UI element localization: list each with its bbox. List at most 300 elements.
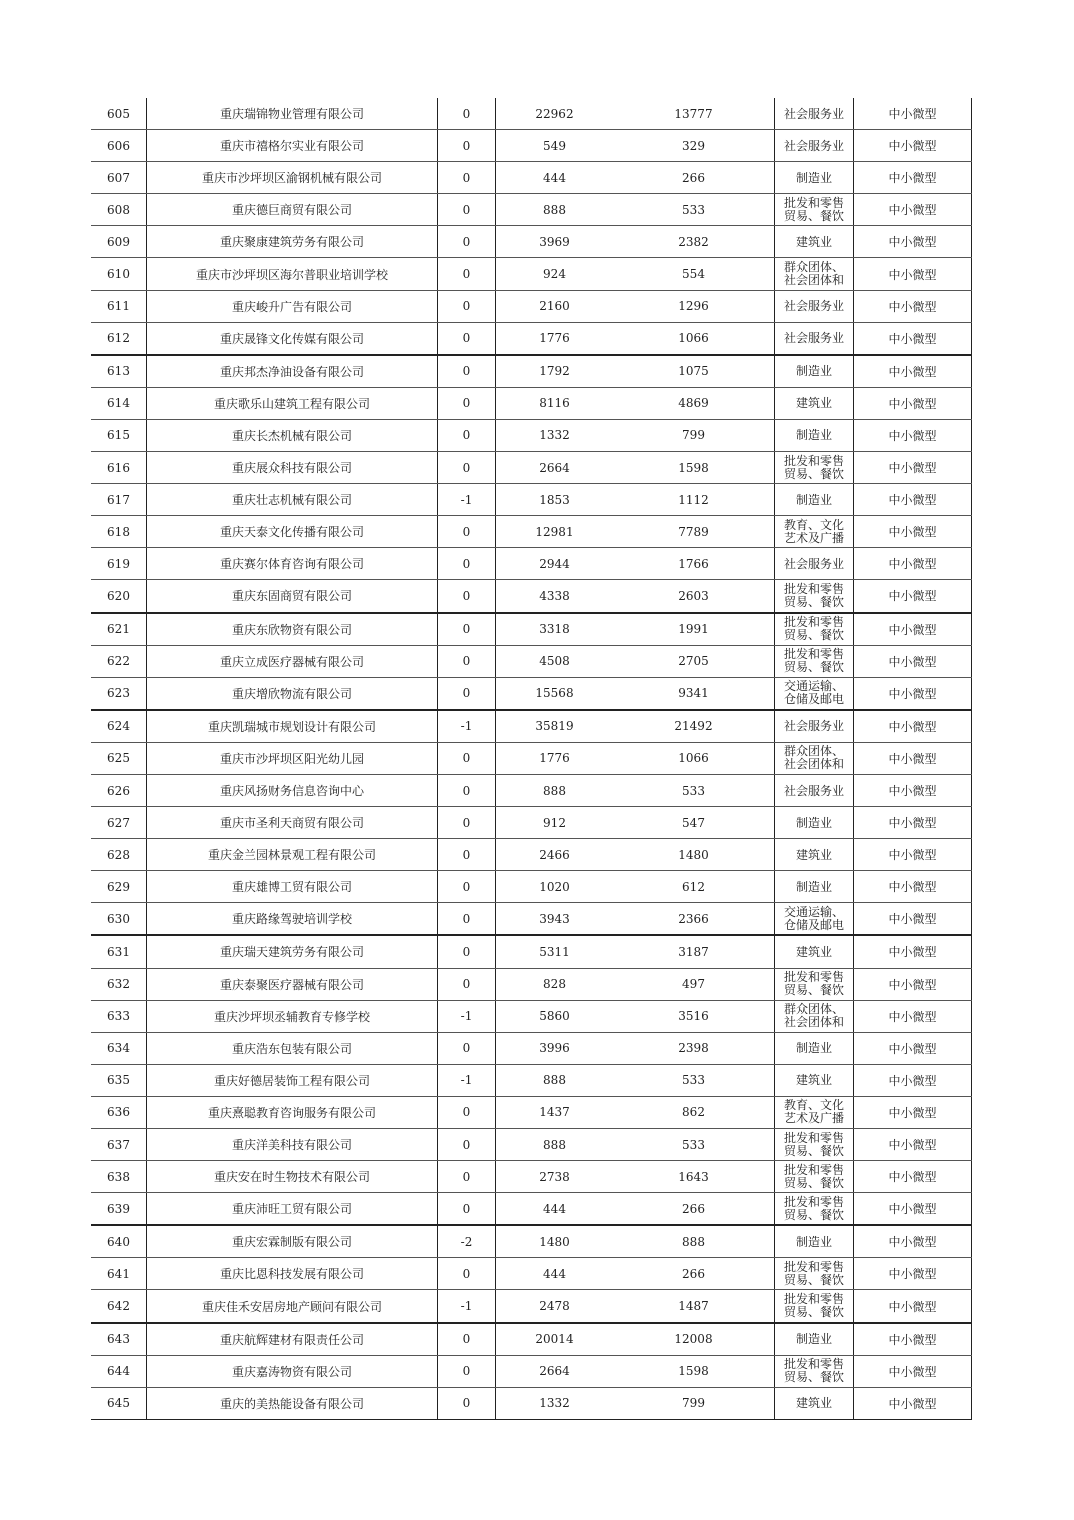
company-name-cell: 重庆东固商贸有限公司 <box>147 580 438 613</box>
industry-cell <box>775 1225 854 1258</box>
table-row <box>91 226 972 258</box>
amount-a-cell: 1792 <box>496 355 614 388</box>
industry-label: 制造业 <box>795 428 832 443</box>
amount-a-cell: 1437 <box>496 1096 614 1128</box>
change-value-cell: 0 <box>438 226 496 258</box>
industry-cell <box>775 258 854 290</box>
amount-a-cell: 888 <box>496 1129 614 1161</box>
industry-cell <box>775 516 854 548</box>
industry-label: 群众团体、社会团体和 <box>783 744 844 772</box>
change-value-cell: 0 <box>438 130 496 162</box>
industry-cell <box>775 1032 854 1064</box>
industry-cell <box>775 1193 854 1226</box>
row-number-cell: 618 <box>91 516 147 548</box>
enterprise-size-cell: 中小微型 <box>854 130 972 162</box>
table-row <box>91 903 972 936</box>
industry-label: 教育、文化艺术及广播 <box>783 517 844 545</box>
row-number-cell: 614 <box>91 387 147 419</box>
row-number-cell: 624 <box>91 710 147 743</box>
industry-cell <box>775 871 854 903</box>
amount-b-cell: 533 <box>613 194 775 226</box>
industry-label: 批发和零售贸易、餐饮 <box>783 1259 844 1287</box>
industry-cell <box>775 1258 854 1290</box>
industry-label: 交通运输、仓储及邮电 <box>783 679 844 707</box>
company-name-cell: 重庆风扬财务信息咨询中心 <box>147 774 438 806</box>
industry-cell <box>775 419 854 451</box>
amount-a-cell: 1480 <box>496 1225 614 1258</box>
industry-cell <box>775 839 854 871</box>
industry-label: 社会服务业 <box>783 299 844 314</box>
amount-b-cell: 547 <box>613 807 775 839</box>
amount-b-cell: 2382 <box>613 226 775 258</box>
table-row <box>91 1193 972 1226</box>
industry-label: 批发和零售贸易、餐饮 <box>783 970 844 998</box>
amount-b-cell: 1643 <box>613 1161 775 1193</box>
table-row <box>91 290 972 322</box>
enterprise-size-cell: 中小微型 <box>854 903 972 936</box>
enterprise-size-cell: 中小微型 <box>854 839 972 871</box>
enterprise-size-cell: 中小微型 <box>854 290 972 322</box>
enterprise-size-cell: 中小微型 <box>854 1032 972 1064</box>
enterprise-size-cell: 中小微型 <box>854 98 972 130</box>
amount-b-cell: 497 <box>613 968 775 1000</box>
enterprise-size-cell: 中小微型 <box>854 452 972 484</box>
enterprise-size-cell: 中小微型 <box>854 871 972 903</box>
change-value-cell: 0 <box>438 1258 496 1290</box>
amount-a-cell: 2738 <box>496 1161 614 1193</box>
table-row <box>91 258 972 290</box>
amount-b-cell: 2366 <box>613 903 775 936</box>
table-row <box>91 194 972 226</box>
amount-a-cell: 2664 <box>496 1355 614 1387</box>
company-name-cell: 重庆比恩科技发展有限公司 <box>147 1258 438 1290</box>
change-value-cell: 0 <box>438 452 496 484</box>
amount-a-cell: 15568 <box>496 677 614 710</box>
enterprise-size-cell: 中小微型 <box>854 1258 972 1290</box>
industry-label: 批发和零售贸易、餐饮 <box>783 195 844 223</box>
amount-b-cell: 266 <box>613 1258 775 1290</box>
industry-label: 制造业 <box>795 170 832 185</box>
industry-cell <box>775 1000 854 1032</box>
table-row <box>91 355 972 388</box>
amount-a-cell: 3996 <box>496 1032 614 1064</box>
enterprise-size-cell: 中小微型 <box>854 1355 972 1387</box>
company-name-cell: 重庆晟锋文化传媒有限公司 <box>147 322 438 355</box>
industry-label: 群众团体、社会团体和 <box>783 1002 844 1030</box>
company-name-cell: 重庆安在时生物技术有限公司 <box>147 1161 438 1193</box>
industry-label: 建筑业 <box>795 944 832 959</box>
table-row <box>91 871 972 903</box>
industry-cell <box>775 98 854 130</box>
company-name-cell: 重庆歌乐山建筑工程有限公司 <box>147 387 438 419</box>
row-number-cell: 608 <box>91 194 147 226</box>
company-name-cell: 重庆熹聪教育咨询服务有限公司 <box>147 1096 438 1128</box>
industry-cell <box>775 226 854 258</box>
amount-a-cell: 1776 <box>496 742 614 774</box>
change-value-cell: 0 <box>438 807 496 839</box>
amount-b-cell: 533 <box>613 774 775 806</box>
row-number-cell: 615 <box>91 419 147 451</box>
industry-cell <box>775 645 854 677</box>
table-row <box>91 580 972 613</box>
amount-a-cell: 912 <box>496 807 614 839</box>
row-number-cell: 631 <box>91 935 147 968</box>
industry-cell <box>775 162 854 194</box>
row-number-cell: 640 <box>91 1225 147 1258</box>
industry-cell <box>775 1161 854 1193</box>
industry-label: 批发和零售贸易、餐饮 <box>783 615 844 643</box>
row-number-cell: 642 <box>91 1290 147 1323</box>
row-number-cell: 621 <box>91 613 147 646</box>
company-name-cell: 重庆沛旺工贸有限公司 <box>147 1193 438 1226</box>
company-name-cell: 重庆市禧格尔实业有限公司 <box>147 130 438 162</box>
amount-a-cell: 5860 <box>496 1000 614 1032</box>
company-name-cell: 重庆的美热能设备有限公司 <box>147 1387 438 1419</box>
table-body <box>91 98 972 1419</box>
company-name-cell: 重庆市圣利天商贸有限公司 <box>147 807 438 839</box>
industry-cell <box>775 355 854 388</box>
industry-label: 社会服务业 <box>783 331 844 346</box>
industry-cell <box>775 130 854 162</box>
row-number-cell: 636 <box>91 1096 147 1128</box>
amount-a-cell: 20014 <box>496 1323 614 1356</box>
row-number-cell: 643 <box>91 1323 147 1356</box>
table-row <box>91 419 972 451</box>
amount-b-cell: 1598 <box>613 452 775 484</box>
company-name-cell: 重庆佳禾安居房地产顾问有限公司 <box>147 1290 438 1323</box>
industry-cell <box>775 1064 854 1096</box>
industry-label: 制造业 <box>795 815 832 830</box>
table-row <box>91 1387 972 1419</box>
enterprise-size-cell: 中小微型 <box>854 419 972 451</box>
amount-b-cell: 3187 <box>613 935 775 968</box>
table-row <box>91 1064 972 1096</box>
industry-cell <box>775 1129 854 1161</box>
change-value-cell: 0 <box>438 98 496 130</box>
industry-cell <box>775 290 854 322</box>
table-row <box>91 645 972 677</box>
amount-a-cell: 22962 <box>496 98 614 130</box>
company-name-cell: 重庆东欣物资有限公司 <box>147 613 438 646</box>
company-name-cell: 重庆聚康建筑劳务有限公司 <box>147 226 438 258</box>
industry-cell <box>775 452 854 484</box>
row-number-cell: 610 <box>91 258 147 290</box>
change-value-cell: 0 <box>438 1161 496 1193</box>
table-row <box>91 935 972 968</box>
company-name-cell: 重庆增欣物流有限公司 <box>147 677 438 710</box>
amount-b-cell: 7789 <box>613 516 775 548</box>
enterprise-size-cell: 中小微型 <box>854 774 972 806</box>
row-number-cell: 612 <box>91 322 147 355</box>
company-name-cell: 重庆浩东包装有限公司 <box>147 1032 438 1064</box>
table-row <box>91 677 972 710</box>
row-number-cell: 626 <box>91 774 147 806</box>
enterprise-size-cell: 中小微型 <box>854 645 972 677</box>
company-name-cell: 重庆好德居装饰工程有限公司 <box>147 1064 438 1096</box>
enterprise-size-cell: 中小微型 <box>854 516 972 548</box>
industry-cell <box>775 484 854 516</box>
row-number-cell: 632 <box>91 968 147 1000</box>
industry-label: 批发和零售贸易、餐饮 <box>783 1292 844 1320</box>
amount-a-cell: 888 <box>496 194 614 226</box>
amount-a-cell: 2160 <box>496 290 614 322</box>
enterprise-size-cell: 中小微型 <box>854 1064 972 1096</box>
table-row <box>91 322 972 355</box>
row-number-cell: 616 <box>91 452 147 484</box>
table-row <box>91 807 972 839</box>
amount-b-cell: 329 <box>613 130 775 162</box>
industry-cell <box>775 677 854 710</box>
industry-label: 制造业 <box>795 1332 832 1347</box>
change-value-cell: 0 <box>438 516 496 548</box>
table-row <box>91 613 972 646</box>
industry-label: 制造业 <box>795 1234 832 1249</box>
table-row <box>91 452 972 484</box>
enterprise-size-cell: 中小微型 <box>854 1225 972 1258</box>
amount-a-cell: 3969 <box>496 226 614 258</box>
table-row <box>91 1096 972 1128</box>
company-name-cell: 重庆瑞锦物业管理有限公司 <box>147 98 438 130</box>
row-number-cell: 611 <box>91 290 147 322</box>
industry-cell <box>775 613 854 646</box>
industry-label: 社会服务业 <box>783 783 844 798</box>
industry-label: 制造业 <box>795 879 832 894</box>
amount-b-cell: 533 <box>613 1129 775 1161</box>
row-number-cell: 630 <box>91 903 147 936</box>
amount-b-cell: 612 <box>613 871 775 903</box>
row-number-cell: 639 <box>91 1193 147 1226</box>
company-name-cell: 重庆展众科技有限公司 <box>147 452 438 484</box>
industry-cell <box>775 774 854 806</box>
change-value-cell: 0 <box>438 258 496 290</box>
table-row <box>91 98 972 130</box>
industry-cell <box>775 322 854 355</box>
industry-cell <box>775 807 854 839</box>
change-value-cell: 0 <box>438 1355 496 1387</box>
industry-label: 批发和零售贸易、餐饮 <box>783 1162 844 1190</box>
table-row <box>91 1290 972 1323</box>
enterprise-size-cell: 中小微型 <box>854 935 972 968</box>
amount-b-cell: 266 <box>613 162 775 194</box>
company-name-cell: 重庆赛尔体育咨询有限公司 <box>147 548 438 580</box>
enterprise-size-cell: 中小微型 <box>854 1323 972 1356</box>
table-row <box>91 484 972 516</box>
change-value-cell: -2 <box>438 1225 496 1258</box>
company-name-cell: 重庆雄博工贸有限公司 <box>147 871 438 903</box>
industry-cell <box>775 548 854 580</box>
amount-a-cell: 8116 <box>496 387 614 419</box>
change-value-cell: 0 <box>438 839 496 871</box>
industry-cell <box>775 968 854 1000</box>
amount-b-cell: 2603 <box>613 580 775 613</box>
company-name-cell: 重庆路缘驾驶培训学校 <box>147 903 438 936</box>
change-value-cell: 0 <box>438 162 496 194</box>
change-value-cell: 0 <box>438 1096 496 1128</box>
industry-label: 社会服务业 <box>783 106 844 121</box>
industry-cell <box>775 935 854 968</box>
amount-a-cell: 12981 <box>496 516 614 548</box>
amount-a-cell: 35819 <box>496 710 614 743</box>
table-row <box>91 387 972 419</box>
change-value-cell: 0 <box>438 677 496 710</box>
amount-b-cell: 1296 <box>613 290 775 322</box>
amount-a-cell: 3318 <box>496 613 614 646</box>
industry-cell <box>775 1096 854 1128</box>
row-number-cell: 607 <box>91 162 147 194</box>
amount-b-cell: 1991 <box>613 613 775 646</box>
industry-cell <box>775 710 854 743</box>
amount-a-cell: 5311 <box>496 935 614 968</box>
table-row <box>91 742 972 774</box>
amount-a-cell: 828 <box>496 968 614 1000</box>
industry-cell <box>775 1387 854 1419</box>
change-value-cell: 0 <box>438 1387 496 1419</box>
table-row <box>91 1355 972 1387</box>
industry-cell <box>775 194 854 226</box>
amount-a-cell: 1332 <box>496 1387 614 1419</box>
change-value-cell: 0 <box>438 968 496 1000</box>
amount-b-cell: 1066 <box>613 742 775 774</box>
table-row <box>91 1225 972 1258</box>
enterprise-size-cell: 中小微型 <box>854 1096 972 1128</box>
table-row <box>91 162 972 194</box>
amount-a-cell: 4508 <box>496 645 614 677</box>
table-row <box>91 1161 972 1193</box>
row-number-cell: 628 <box>91 839 147 871</box>
amount-b-cell: 266 <box>613 1193 775 1226</box>
row-number-cell: 634 <box>91 1032 147 1064</box>
change-value-cell: 0 <box>438 580 496 613</box>
amount-a-cell: 444 <box>496 162 614 194</box>
industry-label: 批发和零售贸易、餐饮 <box>783 1194 844 1222</box>
change-value-cell: 0 <box>438 935 496 968</box>
table-row <box>91 1129 972 1161</box>
industry-label: 建筑业 <box>795 234 832 249</box>
enterprise-size-cell: 中小微型 <box>854 355 972 388</box>
company-name-cell: 重庆壮志机械有限公司 <box>147 484 438 516</box>
industry-label: 建筑业 <box>795 1073 832 1088</box>
change-value-cell: -1 <box>438 710 496 743</box>
enterprise-size-cell: 中小微型 <box>854 548 972 580</box>
table-row <box>91 1032 972 1064</box>
change-value-cell: 0 <box>438 548 496 580</box>
change-value-cell: 0 <box>438 194 496 226</box>
amount-b-cell: 12008 <box>613 1323 775 1356</box>
row-number-cell: 638 <box>91 1161 147 1193</box>
amount-a-cell: 4338 <box>496 580 614 613</box>
industry-cell <box>775 903 854 936</box>
enterprise-size-cell: 中小微型 <box>854 742 972 774</box>
industry-label: 教育、文化艺术及广播 <box>783 1098 844 1126</box>
company-name-cell: 重庆市沙坪坝区阳光幼儿园 <box>147 742 438 774</box>
company-name-cell: 重庆沙坪坝丞辅教育专修学校 <box>147 1000 438 1032</box>
enterprise-size-cell: 中小微型 <box>854 1129 972 1161</box>
industry-label: 制造业 <box>795 364 832 379</box>
table-row <box>91 1258 972 1290</box>
industry-label: 制造业 <box>795 492 832 507</box>
company-name-cell: 重庆泰聚医疗器械有限公司 <box>147 968 438 1000</box>
industry-label: 群众团体、社会团体和 <box>783 260 844 288</box>
change-value-cell: 0 <box>438 1193 496 1226</box>
amount-b-cell: 1075 <box>613 355 775 388</box>
company-name-cell: 重庆市沙坪坝区渝钢机械有限公司 <box>147 162 438 194</box>
amount-b-cell: 888 <box>613 1225 775 1258</box>
enterprise-size-cell: 中小微型 <box>854 807 972 839</box>
row-number-cell: 619 <box>91 548 147 580</box>
change-value-cell: 0 <box>438 419 496 451</box>
amount-b-cell: 1480 <box>613 839 775 871</box>
industry-cell <box>775 1355 854 1387</box>
row-number-cell: 605 <box>91 98 147 130</box>
change-value-cell: 0 <box>438 903 496 936</box>
amount-b-cell: 1598 <box>613 1355 775 1387</box>
industry-label: 建筑业 <box>795 396 832 411</box>
industry-label: 交通运输、仓储及邮电 <box>783 904 844 932</box>
company-name-cell: 重庆市沙坪坝区海尔普职业培训学校 <box>147 258 438 290</box>
amount-b-cell: 9341 <box>613 677 775 710</box>
industry-label: 批发和零售贸易、餐饮 <box>783 647 844 675</box>
row-number-cell: 617 <box>91 484 147 516</box>
amount-a-cell: 1853 <box>496 484 614 516</box>
change-value-cell: 0 <box>438 290 496 322</box>
row-number-cell: 613 <box>91 355 147 388</box>
industry-label: 批发和零售贸易、餐饮 <box>783 1357 844 1385</box>
table-row <box>91 516 972 548</box>
industry-cell <box>775 1290 854 1323</box>
row-number-cell: 637 <box>91 1129 147 1161</box>
amount-b-cell: 2398 <box>613 1032 775 1064</box>
company-name-cell: 重庆宏霖制版有限公司 <box>147 1225 438 1258</box>
amount-b-cell: 3516 <box>613 1000 775 1032</box>
change-value-cell: 0 <box>438 387 496 419</box>
row-number-cell: 635 <box>91 1064 147 1096</box>
row-number-cell: 633 <box>91 1000 147 1032</box>
amount-a-cell: 1776 <box>496 322 614 355</box>
enterprise-size-cell: 中小微型 <box>854 1000 972 1032</box>
amount-b-cell: 2705 <box>613 645 775 677</box>
enterprise-size-cell: 中小微型 <box>854 613 972 646</box>
company-name-cell: 重庆洋美科技有限公司 <box>147 1129 438 1161</box>
amount-a-cell: 2478 <box>496 1290 614 1323</box>
change-value-cell: 0 <box>438 742 496 774</box>
industry-label: 批发和零售贸易、餐饮 <box>783 453 844 481</box>
change-value-cell: 0 <box>438 322 496 355</box>
amount-b-cell: 1487 <box>613 1290 775 1323</box>
industry-cell <box>775 387 854 419</box>
industry-label: 制造业 <box>795 1041 832 1056</box>
change-value-cell: 0 <box>438 1129 496 1161</box>
industry-label: 建筑业 <box>795 847 832 862</box>
change-value-cell: 0 <box>438 1323 496 1356</box>
row-number-cell: 609 <box>91 226 147 258</box>
company-name-cell: 重庆瑞天建筑劳务有限公司 <box>147 935 438 968</box>
industry-label: 社会服务业 <box>783 556 844 571</box>
enterprise-size-cell: 中小微型 <box>854 710 972 743</box>
company-name-cell: 重庆天泰文化传播有限公司 <box>147 516 438 548</box>
amount-b-cell: 1766 <box>613 548 775 580</box>
change-value-cell: -1 <box>438 1064 496 1096</box>
company-name-cell: 重庆峻升广告有限公司 <box>147 290 438 322</box>
company-name-cell: 重庆邦杰净油设备有限公司 <box>147 355 438 388</box>
table-row <box>91 968 972 1000</box>
change-value-cell: 0 <box>438 645 496 677</box>
change-value-cell: 0 <box>438 774 496 806</box>
amount-b-cell: 862 <box>613 1096 775 1128</box>
amount-a-cell: 549 <box>496 130 614 162</box>
enterprise-size-cell: 中小微型 <box>854 968 972 1000</box>
table-row <box>91 1000 972 1032</box>
change-value-cell: -1 <box>438 1290 496 1323</box>
